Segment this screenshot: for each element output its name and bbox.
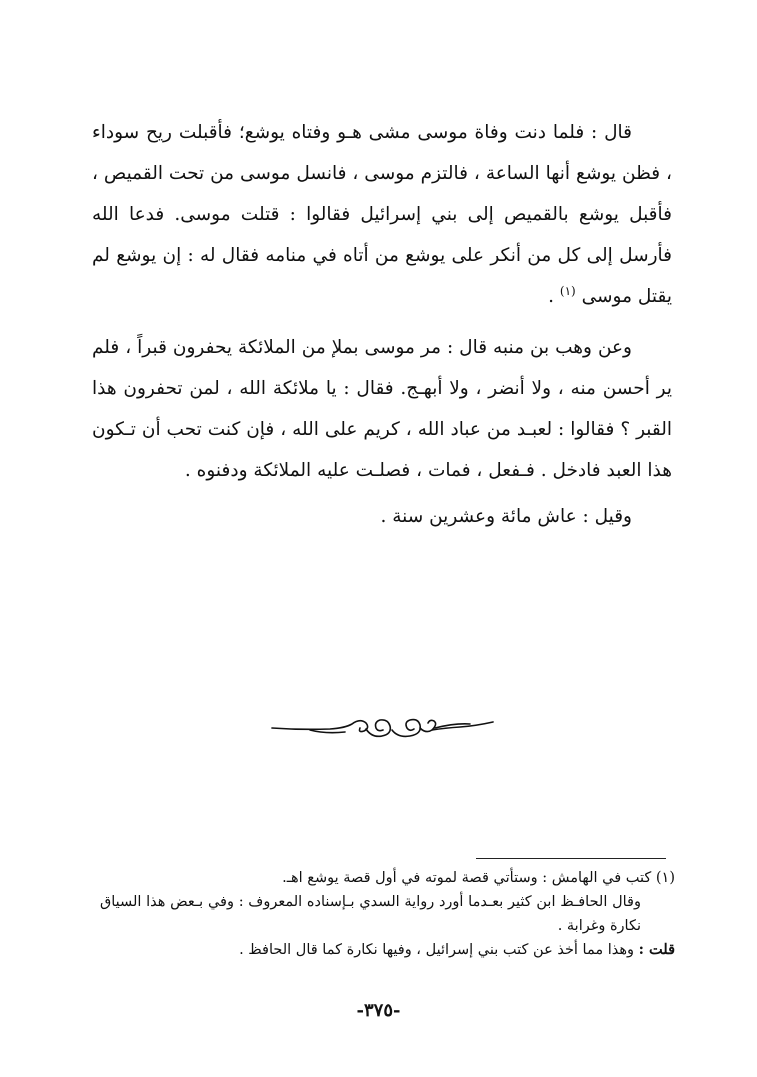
paragraph-2: وعن وهب بن منبه قال : مر موسى بملإ من الملائكة يحفرون قبراً ، فلم ير أحسن منه ، ولا أنضر ، ولا أبهـج. فقال : يا ملائكة الله ، لمن تحفرون هذا القبر ؟ فقالوا : لعبـد من عباد الله ، كريم على الله ، فإن كنت تحب أن تـكون هذا العبد فادخل . فـفعل ، فمات ، فصلـت عليه الملائكة ودفنوه . xyxy=(92,337,672,481)
footnotes xyxy=(100,866,675,962)
footnote-editor-text: وهذا مما أخذ عن كتب بني إسرائيل ، وفيها نكارة كما قال الحافظ . xyxy=(239,942,639,958)
footnote-editor-note xyxy=(100,938,675,962)
footnote-separator xyxy=(476,858,666,859)
decorative-flourish-icon xyxy=(270,708,495,748)
paragraph-1-end: . xyxy=(548,286,555,307)
footnote-reference: (١) xyxy=(559,283,576,298)
footnote-editor-label: قلت : xyxy=(638,941,675,958)
paragraph-1-text: قال : فلما دنت وفاة موسى مشى هـو وفتاه يوشع؛ فأقبلت ريح سوداء ، فظن يوشع أنها الساعة ، فالتزم موسى ، فانسل موسى من تحت القميص ، فأقبل يوشع بالقميص إلى بني إسرائيل فقالوا : قتلت موسى. فدعا الله فأرسل إلى كل من أنكر على يوشع من أتاه في منامه فقال له : إن يوشع لم يقتل موسى xyxy=(92,122,672,307)
main-text xyxy=(92,112,672,537)
page-number: -٣٧٥- xyxy=(356,1000,401,1021)
footnote-1-continued: وقال الحافـظ ابن كثير بعـدما أورد رواية السدي بـإسناده المعروف : وفي بـعض هذا السياق نكارة وغرابة . xyxy=(100,894,641,934)
footnote-1: (١) كتب في الهامش : وستأتي قصة لموته في أول قصة يوشع اهـ. xyxy=(282,870,675,886)
paragraph-1 xyxy=(92,112,672,317)
paragraph-3: وقيل : عاش مائة وعشرين سنة . xyxy=(380,506,632,527)
